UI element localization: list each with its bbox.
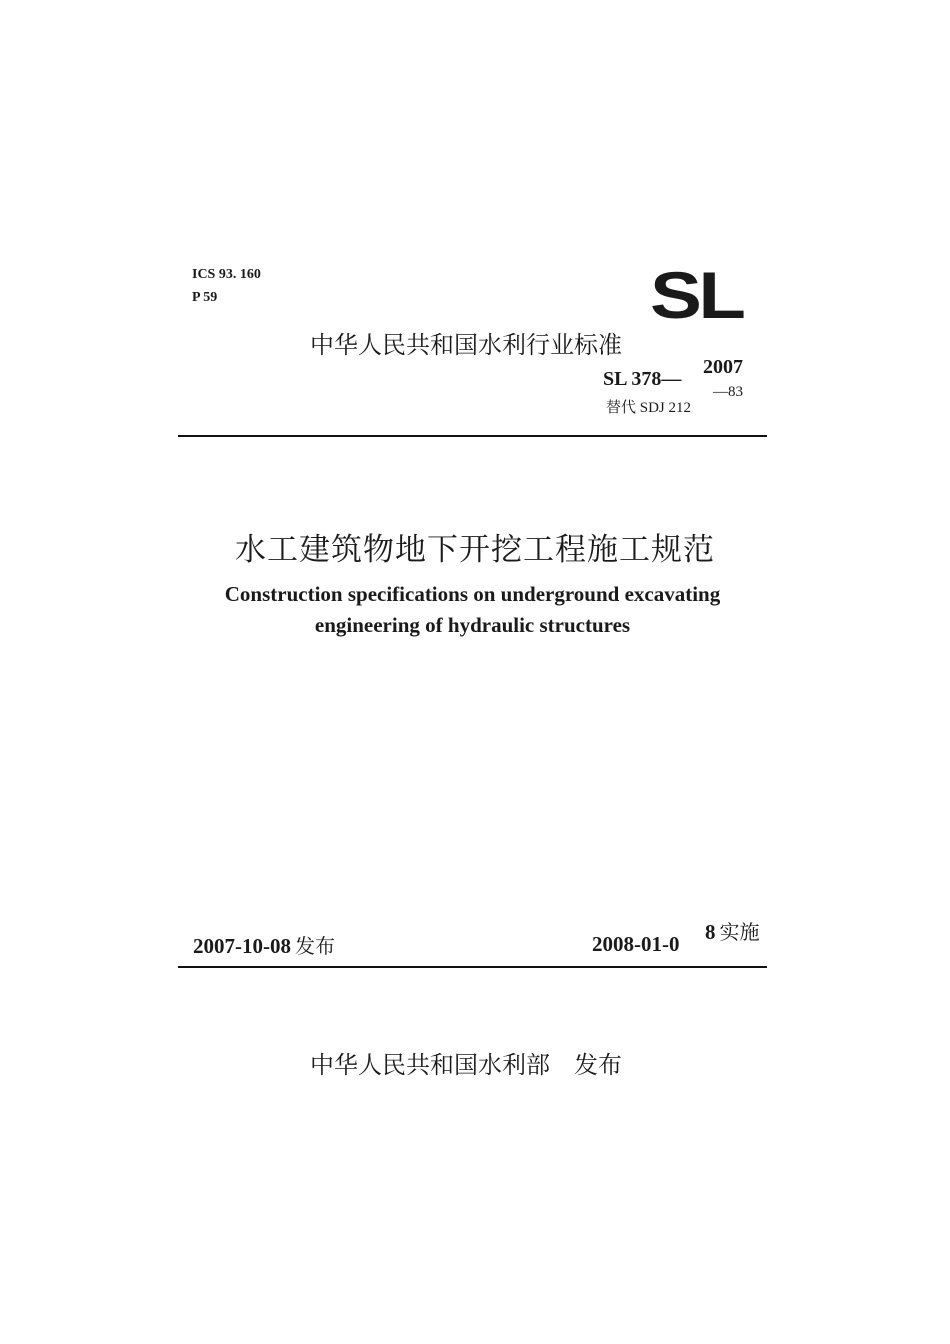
issue-date-group <box>193 930 335 959</box>
issuer: 中华人民共和国水利部 发布 <box>310 1051 622 1079</box>
implement-date: 2008-01-0 <box>592 932 680 956</box>
sl-logo: SL <box>650 258 743 332</box>
title-cn: 水工建筑物地下开挖工程施工规范 <box>235 532 715 568</box>
standard-category: 中华人民共和国水利行业标准 <box>310 331 622 359</box>
top-divider <box>178 435 767 437</box>
replaces-year: —83 <box>713 384 743 400</box>
standard-number: SL 378— <box>603 368 682 390</box>
issue-label: 发布 <box>295 934 335 958</box>
issue-date: 2007-10-08 <box>193 934 291 958</box>
title-en-line-1: Construction specifications on underground excavating <box>224 582 721 606</box>
implement-label: 实施 <box>719 920 760 944</box>
replaces-label: 替代 SDJ 212 <box>606 400 692 416</box>
classification-code: P 59 <box>192 290 218 305</box>
ics-code: ICS 93. 160 <box>192 267 261 282</box>
title-en-line-2: engineering of hydraulic structures <box>314 613 631 637</box>
bottom-divider <box>178 966 767 968</box>
implement-date-tail <box>705 916 760 945</box>
implement-date-end: 8 <box>705 920 716 944</box>
standard-year: 2007 <box>703 356 743 378</box>
